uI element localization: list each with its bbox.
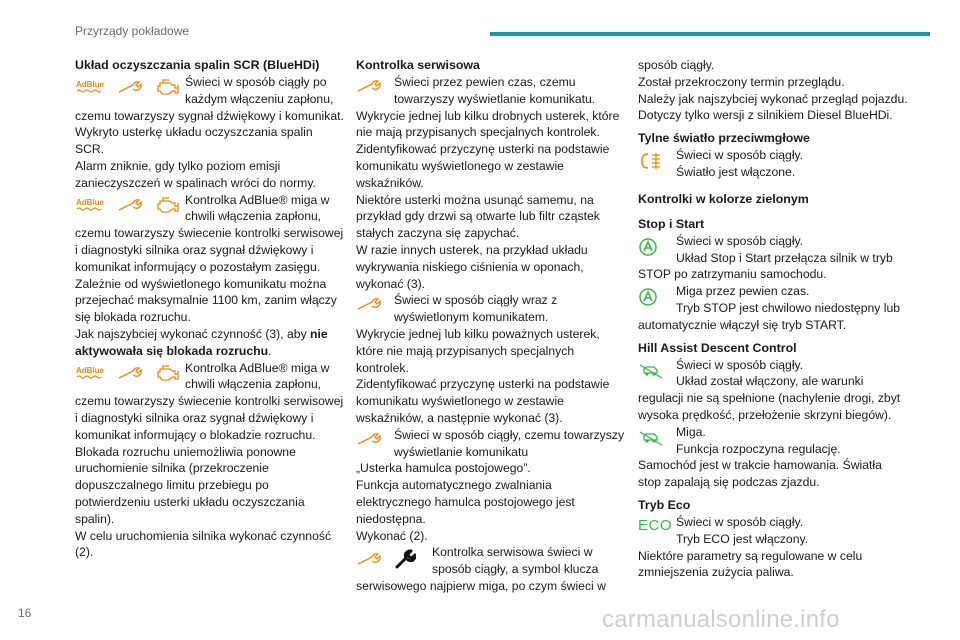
service-wrench-icon [356, 296, 382, 312]
paragraph: Funkcja automatycznego zwalniania elektrycznego hamulca postojowego jest niedostępna. [356, 478, 575, 526]
indicator-row [638, 514, 908, 548]
paragraph: Wykryto usterkę układu oczyszczania spalin SCR. [75, 125, 313, 157]
indicator-row [75, 192, 345, 226]
service-heading: Kontrolka serwisowa [356, 58, 480, 72]
paragraph: W razie innych usterek, na przykład układu wykrywania niskiego ciśnienia w oponach, wykonać (3). [356, 242, 588, 291]
paragraph: czemu towarzyszy świecenie kontrolki serwisowej i diagnostyki silnika oraz sygnał dźwiękowy i komunikat informujący o blokadzie rozruchu. [75, 394, 344, 442]
adblue-icon: AdBlue [75, 81, 105, 93]
service-wrench-icon [356, 431, 382, 447]
green-lights-heading: Kontrolki w kolorze zielonym [638, 191, 809, 206]
paragraph: Blokada rozruchu uniemożliwia ponowne uruchomienie silnika (przekroczenie dopuszczalnego limitu przebiegu po potwierdzeniu usterki układu oczyszczania spalin). [75, 444, 305, 526]
watermark: carmanualsonline.info [602, 606, 840, 633]
indicator-text: Świeci w sposób ciągły po każdym włączeniu zapłonu, [185, 75, 334, 106]
indicator-text: Kontrolka AdBlue® miga w chwili włączenia zapłonu, [185, 360, 330, 392]
indicator-text: Świeci w sposób ciągły wraz z wyświetlonym komunikatem. [394, 293, 558, 325]
paragraph: serwisowego najpierw miga, po czym świeci w [356, 578, 606, 593]
engine-icon [155, 78, 181, 96]
indicator-text: Miga. Funkcja rozpoczyna regulację. [676, 424, 841, 456]
indicator-row [75, 74, 345, 108]
paragraph: Wykonać (2). [356, 528, 428, 543]
paragraph: Zidentyfikować przyczynę usterki na podstawie komunikatu wyświetlonego w zestawie wskaźników. [356, 142, 610, 190]
section-title: Przyrządy pokładowe [75, 24, 190, 38]
service-wrench-icon [356, 551, 382, 567]
indicator-text: Świeci przez pewien czas, czemu towarzyszy wyświetlanie komunikatu. [394, 75, 596, 106]
column-scr [75, 57, 345, 561]
paragraph: Niektóre parametry są regulowane w celu zmniejszenia zużycia paliwa. [638, 548, 863, 580]
engine-icon [155, 364, 181, 382]
scr-heading: Układ oczyszczania spalin SCR (BlueHDi) [75, 58, 320, 72]
indicator-text: Świeci w sposób ciągły, czemu towarzyszy wyświetlanie komunikatu [394, 427, 625, 459]
indicator-row [638, 424, 908, 458]
rear-fog-heading: Tylne światło przeciwmgłowe [638, 131, 810, 146]
paragraph: czemu towarzyszy sygnał dźwiękowy i komunikat. [75, 108, 344, 123]
paragraph: Zależnie od wyświetlonego komunikatu można przejechać maksymalnie 1100 km, zanim włączy się blokada rozruchu. [75, 276, 337, 325]
hill-descent-icon [638, 428, 664, 448]
paragraph: sposób ciągły. [638, 58, 715, 72]
paragraph: regulacji nie są spełnione (nachylenie drogi, zbyt wysoka prędkość, przełożenie skrzyni biegów). [638, 391, 901, 422]
indicator-row [356, 427, 626, 461]
paragraph: W celu uruchomienia silnika wykonać czynność (2). [75, 528, 332, 560]
indicator-row [75, 360, 345, 394]
page-number: 16 [18, 606, 32, 620]
stop-start-icon [638, 237, 658, 257]
indicator-text: Świeci w sposób ciągły. Światło jest włączone. [676, 148, 804, 179]
indicator-text: Miga przez pewien czas. Tryb STOP jest chwilowo niedostępny lub [676, 284, 900, 315]
indicator-row [638, 283, 908, 317]
indicator-text: Kontrolka AdBlue® miga w chwili włączenia zapłonu, [185, 192, 330, 224]
service-wrench-icon [117, 79, 143, 95]
service-wrench-icon [117, 197, 143, 213]
indicator-row [638, 147, 908, 181]
indicator-row [638, 357, 908, 391]
paragraph: Został przekroczony termin przeglądu. [638, 74, 845, 89]
indicator-row [356, 544, 626, 578]
hill-descent-icon [638, 361, 664, 381]
wrench-icon [394, 548, 416, 570]
paragraph: Samochód jest w trakcie hamowania. Światła stop zapalają się podczas zjazdu. [638, 458, 882, 490]
indicator-text: Świeci w sposób ciągły. Układ Stop i Start przełącza silnik w tryb [676, 233, 893, 265]
engine-icon [155, 196, 181, 214]
eco-icon: ECO [638, 516, 673, 534]
paragraph: Wykrycie jednej lub kilku poważnych usterek, które nie mają przypisanych specjalnych kontrolek. [356, 326, 600, 375]
eco-mode-heading: Tryb Eco [638, 497, 691, 512]
indicator-row [638, 233, 908, 267]
paragraph: STOP po zatrzymaniu samochodu. [638, 267, 827, 282]
paragraph: czemu towarzyszy świecenie kontrolki serwisowej i diagnostyki silnika oraz sygnał dźwiękowy i komunikat informujący o pozostałym zasięgu. [75, 226, 344, 274]
adblue-icon: AdBlue [75, 367, 105, 379]
rear-fog-light-icon [638, 151, 662, 171]
indicator-text: Świeci w sposób ciągły. Układ został włączony, ale warunki [676, 357, 864, 389]
indicator-row [356, 292, 626, 326]
paragraph: Niektóre usterki można usunąć samemu, na przykład gdy drzwi są otwarte lub filtr cząstek stałych zaczyna się zapychać. [356, 192, 600, 241]
paragraph: Wykrycie jednej lub kilku drobnych usterek, które nie mają przypisanych specjalnych kontrolek. [356, 108, 620, 140]
indicator-text: Kontrolka serwisowa świeci w sposób ciągły, a symbol klucza [432, 545, 599, 577]
paragraph: Zidentyfikować przyczynę usterki na podstawie komunikatu wyświetlonego w zestawie wskaźników, a następnie wykonać (3). [356, 377, 610, 425]
paragraph: automatycznie włączył się tryb START. [638, 317, 847, 332]
paragraph: Jak najszybciej wykonać czynność (3), aby nie aktywowała się blokada rozruchu. [75, 326, 328, 358]
page-header [0, 0, 960, 48]
paragraph: Należy jak najszybciej wykonać przegląd pojazdu. [638, 91, 908, 106]
service-wrench-icon [356, 78, 382, 94]
hill-descent-heading: Hill Assist Descent Control [638, 340, 797, 355]
indicator-row [356, 74, 626, 108]
paragraph: Alarm zniknie, gdy tylko poziom emisji zanieczyszczeń w spalinach wróci do normy. [75, 158, 316, 190]
column-lights [638, 57, 908, 581]
stop-start-heading: Stop i Start [638, 216, 705, 231]
paragraph: „Usterka hamulca postojowego”. [356, 461, 531, 476]
indicator-text: Świeci w sposób ciągły. Tryb ECO jest włączony. [676, 514, 809, 546]
paragraph: Dotyczy tylko wersji z silnikiem Diesel BlueHDi. [638, 108, 893, 123]
adblue-icon: AdBlue [75, 199, 105, 211]
stop-start-icon [638, 287, 658, 307]
accent-bar [490, 32, 930, 36]
column-service [356, 57, 626, 595]
service-wrench-icon [117, 365, 143, 381]
